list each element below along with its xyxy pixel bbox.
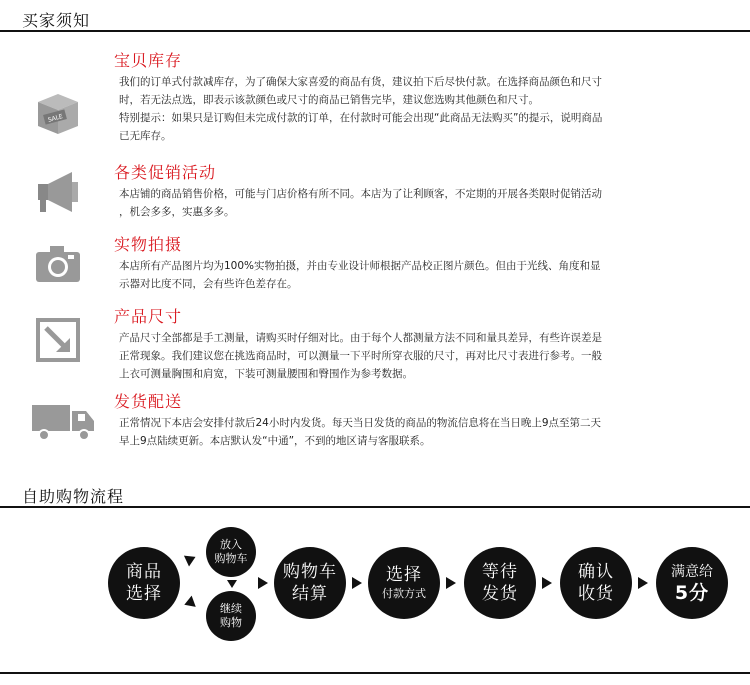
flow-step-label: 确认 [578, 562, 614, 582]
bottom-rule [0, 672, 750, 674]
flow-step-payment [368, 547, 440, 619]
flow-step-rate [656, 547, 728, 619]
flow-step-label: 购物车 [214, 552, 248, 565]
flow-step-label: 购物车 [283, 562, 337, 582]
promotions-heading: 各类促销活动 [114, 163, 217, 182]
flow-arrow [446, 577, 456, 589]
notice-item-sizes [0, 304, 750, 384]
shopping-flow [0, 505, 750, 655]
flow-step-continue-shopping [206, 591, 256, 641]
flow-step-label: 选择 [126, 584, 162, 604]
flow-step-label: 继续 [220, 602, 242, 615]
notice-item-shipping [0, 389, 750, 449]
flow-step-label: 商品 [126, 562, 162, 582]
box-sale-icon [30, 86, 86, 142]
promotions-line: 本店铺的商品销售价格，可能与门店价格有所不同。本店为了让利顾客，不定期的开展各类限时促销活动 [119, 188, 602, 200]
inventory-line: 时，若无法点选，即表示该款颜色或尺寸的商品已销售完毕，建议您选购其他颜色和尺寸。 [119, 94, 539, 106]
sizes-line: 产品尺寸全部都是手工测量，请购买时仔细对比。由于每个人都测量方法不同和量具差异，有些许误差是 [119, 332, 602, 344]
notice-header-rule [0, 30, 750, 32]
flow-step-label: 发货 [482, 584, 518, 604]
sizes-heading: 产品尺寸 [114, 307, 183, 326]
notice-header [0, 4, 750, 32]
flow-step-wait-shipping [464, 547, 536, 619]
flow-step-label: 选择 [386, 565, 422, 585]
flow-step-label: 购物 [220, 616, 242, 629]
notice-title: 买家须知 [22, 11, 91, 30]
flow-header [0, 480, 750, 508]
sizes-line: 正常现象。我们建议您在挑选商品时，可以测量一下平时所穿衣服的尺寸，再对比尺寸表进行参考。一般 [119, 350, 602, 362]
flow-arrow [182, 596, 196, 611]
flow-arrow [638, 577, 648, 589]
megaphone-icon [30, 164, 86, 220]
photos-line: 示器对比度不同，会有些许色差存在。 [119, 278, 298, 290]
flow-step-confirm-receipt [560, 547, 632, 619]
flow-step-label: 等待 [482, 562, 518, 582]
photos-heading: 实物拍摄 [114, 235, 183, 254]
svg-text:SALE: SALE [47, 113, 64, 124]
photos-body [119, 257, 679, 293]
flow-step-label: 结算 [292, 584, 328, 604]
inventory-heading: 宝贝库存 [114, 51, 183, 70]
resize-arrow-icon [30, 312, 86, 368]
flow-step-label: 放入 [220, 538, 242, 551]
inventory-body [119, 73, 679, 145]
promotions-line: ，机会多多，实惠多多。 [119, 206, 235, 218]
sizes-body [119, 329, 679, 383]
notice-item-photos [0, 232, 750, 292]
flow-arrow [542, 577, 552, 589]
camera-icon [30, 236, 86, 292]
flow-step-label: 满意给 [671, 564, 713, 580]
promotions-body [119, 185, 679, 221]
flow-arrow [184, 551, 198, 566]
shipping-line: 早上9点陆续更新。本店默认发“中通”，不到的地区请与客服联系。 [119, 435, 431, 447]
flow-step-label: 收货 [578, 584, 614, 604]
flow-step-checkout [274, 547, 346, 619]
flow-title: 自助购物流程 [22, 487, 125, 506]
shipping-heading: 发货配送 [114, 392, 183, 411]
truck-icon [30, 393, 100, 449]
flow-arrow [352, 577, 362, 589]
shipping-body [119, 414, 679, 450]
notice-item-promotions [0, 160, 750, 220]
notice-item-inventory [0, 48, 750, 148]
flow-step-add-to-cart [206, 527, 256, 577]
flow-arrow [227, 580, 237, 588]
shipping-line: 正常情况下本店会安排付款后24小时内发货。每天当日发货的商品的物流信息将在当日晚上9点至第二天 [119, 417, 602, 429]
inventory-line: 已无库存。 [119, 130, 172, 142]
flow-step-label: 付款方式 [382, 587, 426, 600]
inventory-line: 我们的订单式付款减库存，为了确保大家喜爱的商品有货，建议拍下后尽快付款。在选择商品颜色和尺寸 [119, 76, 602, 88]
sizes-line: 上衣可测量胸围和肩宽，下装可测量腰围和臀围作为参考数据。 [119, 368, 413, 380]
flow-step-select-product [108, 547, 180, 619]
flow-arrow [258, 577, 268, 589]
inventory-line: 特别提示：如果只是订购但未完成付款的订单，在付款时可能会出现“此商品无法购买”的提示，说明商品 [119, 112, 603, 124]
photos-line: 本店所有产品图片均为100%实物拍摄，并由专业设计师根据产品校正图片颜色。但由于光线、角度和显 [119, 260, 601, 272]
flow-step-label: 5分 [674, 582, 710, 604]
